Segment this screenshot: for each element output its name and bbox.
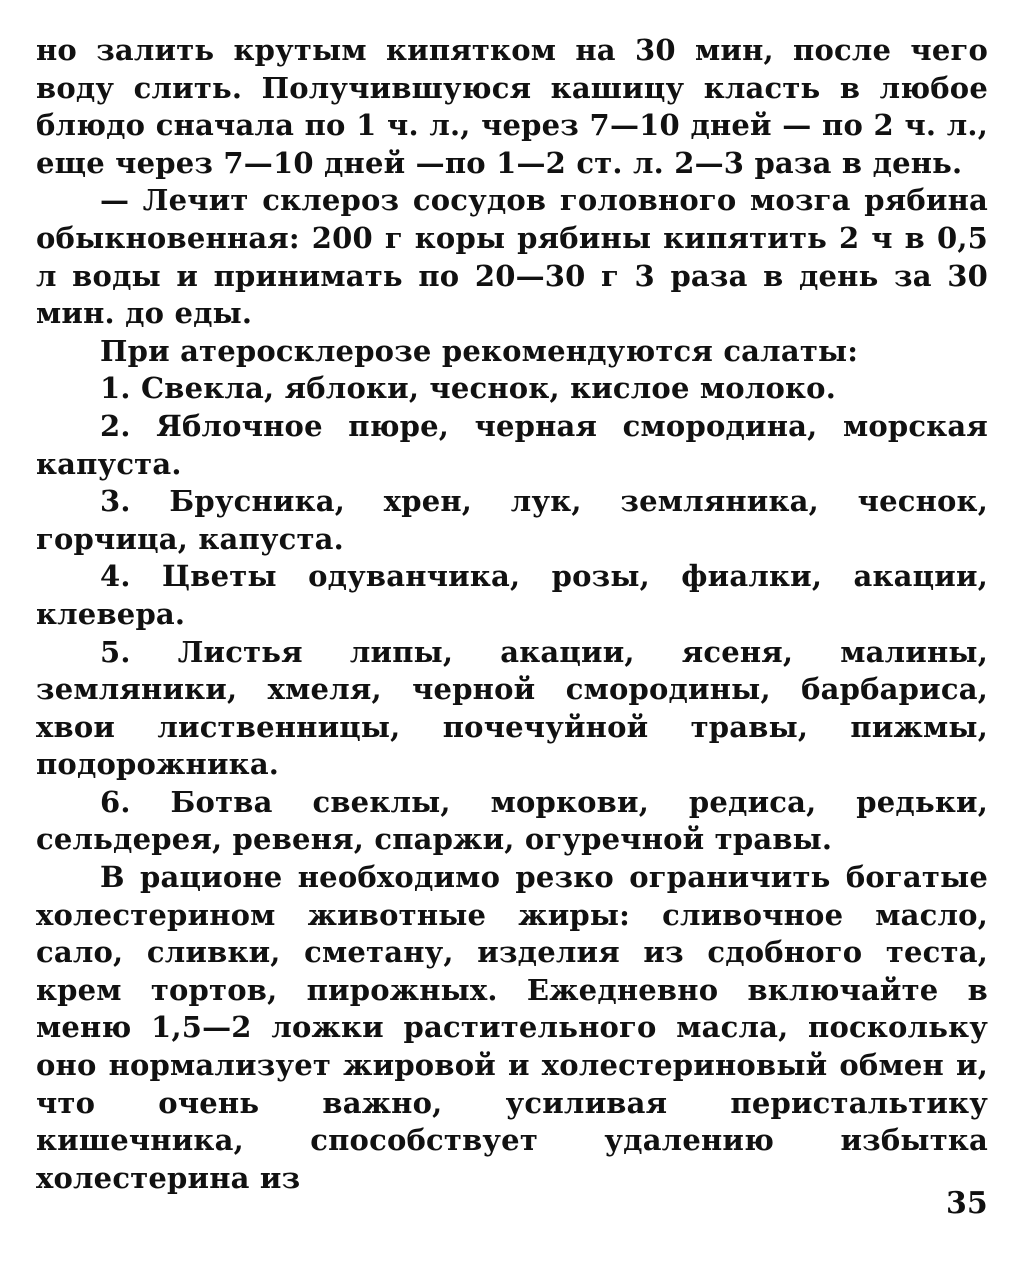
salad-item-1: 1. Свекла, яблоки, чеснок, кислое молоко. xyxy=(100,371,837,406)
paragraph-continuation: но залить крутым кипятком на 30 мин, после чего воду слить. Получившуюся кашицу класть в любое блюдо сначала по 1 ч. л., через 7—10 дней — по 2 ч. л., еще через 7—10 дней —по 1—2 ст. л. 2—3 раза в день. xyxy=(36,33,988,180)
paragraph-diet: В рационе необходимо резко ограничить богатые холестерином животные жиры: сливочное масло, сало, сливки, сметану, изделия из сдобного теста, крем тортов, пирожных. Ежедневно включайте в меню 1,5—2 ложки растительного масла, поскольку оно нормализует жировой и холестериновый обмен и, что очень важно, усиливая перистальтику кишечника, способствует удалению избытка холестерина из xyxy=(36,860,988,1195)
salad-item-6: 6. Ботва свеклы, моркови, редиса, редьки, сельдерея, ревеня, спаржи, огуречной травы. xyxy=(36,784,988,857)
page-number: 35 xyxy=(946,1186,988,1221)
salad-item-3: 3. Брусника, хрен, лук, земляника, чеснок, горчица, капуста. xyxy=(36,484,988,556)
salad-item-2: 2. Яблочное пюре, черная смородина, морская капуста. xyxy=(36,408,988,481)
paragraph-sclerosis-remedy: — Лечит склероз сосудов головного мозга рябина обыкновенная: 200 г коры рябины кипятить 2 ч в 0,5 л воды и принимать по 20—30 г 3 раза в день за 30 мин. до еды. xyxy=(36,183,988,331)
salad-item-4: 4. Цветы одуванчика, розы, фиалки, акации, клевера. xyxy=(36,559,988,631)
salad-item-5: 5. Листья липы, акации, ясеня, малины, земляники, хмеля, черной смородины, барбариса, хвои лиственницы, почечуйной травы, пижмы, подорожника. xyxy=(36,634,988,782)
paragraph-salads-intro: При атеросклерозе рекомендуются салаты: xyxy=(100,333,859,368)
page-text xyxy=(36,32,988,1197)
